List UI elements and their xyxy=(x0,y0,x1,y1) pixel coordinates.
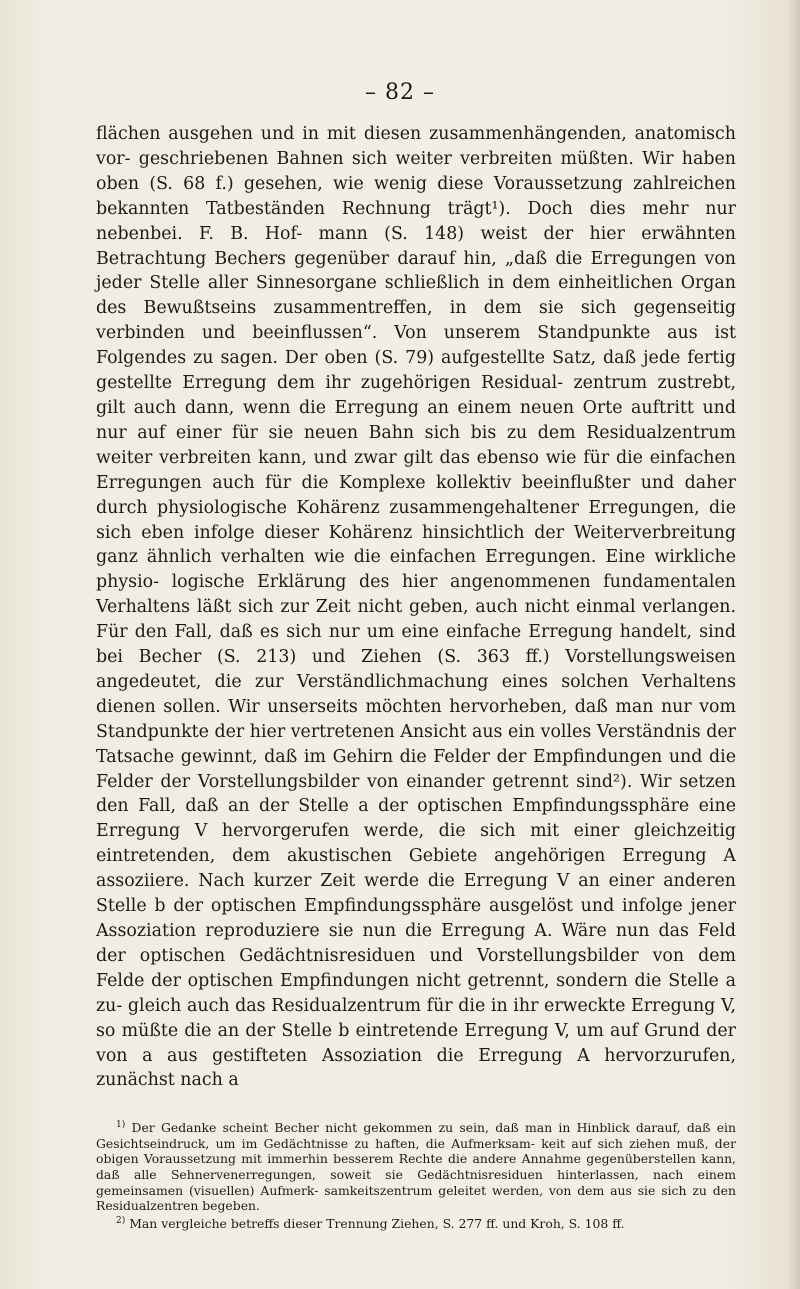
footnote-2 xyxy=(96,1214,736,1232)
footnote-marker: 2) xyxy=(116,1215,126,1226)
footnote-text: Der Gedanke scheint Becher nicht gekommen zu sein, daß man in Hinblick darauf, daß ein Gesichtseindruck, um im Gedächtnisse zu haften, die Aufmerksam- keit auf sich ziehen muß, der obigen Voraussetzung mit immerhin besserem Rechte die andere Annahme gegenüberstellen kann, daß alle Sehnervenerregungen, soweit sie Gedächtnisresiduen hinterlassen, nach einem gemeinsamen (visuellen) Aufmerk- samkeitszentrum geleitet werden, von dem aus sie sich zu den Residualzentren begeben. xyxy=(96,1120,736,1214)
footnote-1 xyxy=(96,1118,736,1214)
footnote-marker: 1) xyxy=(116,1120,126,1130)
main-text xyxy=(96,122,736,1093)
page-edge-shadow xyxy=(788,0,800,1289)
page-number: – 82 – xyxy=(365,80,435,105)
footnotes xyxy=(96,1118,736,1231)
footnote-text: Man vergleiche betreffs dieser Trennung Ziehen, S. 277 ff. und Kroh, S. 108 ff. xyxy=(129,1215,625,1231)
body-paragraph: flächen ausgehen und in mit diesen zusammenhängenden, anatomisch vor- geschriebenen Bahnen sich weiter verbreiten müßten. Wir haben oben (S. 68 f.) gesehen, wie wenig diese Voraussetzung zahlreichen bekannten Tatbeständen Rechnung trägt¹). Doch dies mehr nur nebenbei. F. B. Hof- mann (S. 148) weist der hier erwähnten Betrachtung Bechers gegenüber darauf hin, „daß die Erregungen von jeder Stelle aller Sinnesorgane schließlich in dem einheitlichen Organ des Bewußtseins zusammentreffen, in dem sie sich gegenseitig verbinden und beeinflussen“. Von unserem Standpunkte aus ist Folgendes zu sagen. Der oben (S. 79) aufgestellte Satz, daß jede fertig gestellte Erregung dem ihr zugehörigen Residual- zentrum zustrebt, gilt auch dann, wenn die Erregung an einem neuen Orte auftritt und nur auf einer für sie neuen Bahn sich bis zu dem Residualzentrum weiter verbreiten kann, und zwar gilt das ebenso wie für die einfachen Erregungen auch für die Komplexe kollektiv beeinflußter und daher durch physiologische Kohärenz zusammengehaltener Erregungen, die sich eben infolge dieser Kohärenz hinsichtlich der Weiterverbreitung ganz ähnlich verhalten wie die einfachen Erregungen. Eine wirkliche physio- logische Erklärung des hier angenommenen fundamentalen Verhaltens läßt sich zur Zeit nicht geben, auch nicht einmal verlangen. Für den Fall, daß es sich nur um eine einfache Erregung handelt, sind bei Becher (S. 213) und Ziehen (S. 363 ff.) Vorstellungsweisen angedeutet, die zur Verständlichmachung eines solchen Verhaltens dienen sollen. Wir unserseits möchten hervorheben, daß man nur vom Standpunkte der hier vertretenen Ansicht aus ein volles Verständnis der Tatsache gewinnt, daß im Gehirn die Felder der Empfindungen und die Felder der Vorstellungsbilder von einander getrennt sind²). Wir setzen den Fall, daß an der Stelle a der optischen Empfindungssphäre eine Erregung V hervorgerufen werde, die sich mit einer gleichzeitig eintretenden, dem akustischen Gebiete angehörigen Erregung A assoziiere. Nach kurzer Zeit werde die Erregung V an einer anderen Stelle b der optischen Empfindungssphäre ausgelöst und infolge jener Assoziation reproduziere sie nun die Erregung A. Wäre nun das Feld der optischen Gedächtnisresiduen und Vorstellungsbilder von dem Felde der optischen Empfindungen nicht getrennt, sondern die Stelle a zu- gleich auch das Residualzentrum für die in ihr erweckte Erregung V, so müßte die an der Stelle b eintretende Erregung V, um auf Grund der von a aus gestifteten Assoziation die Erregung A hervorzurufen, zunächst nach a xyxy=(96,124,736,1091)
